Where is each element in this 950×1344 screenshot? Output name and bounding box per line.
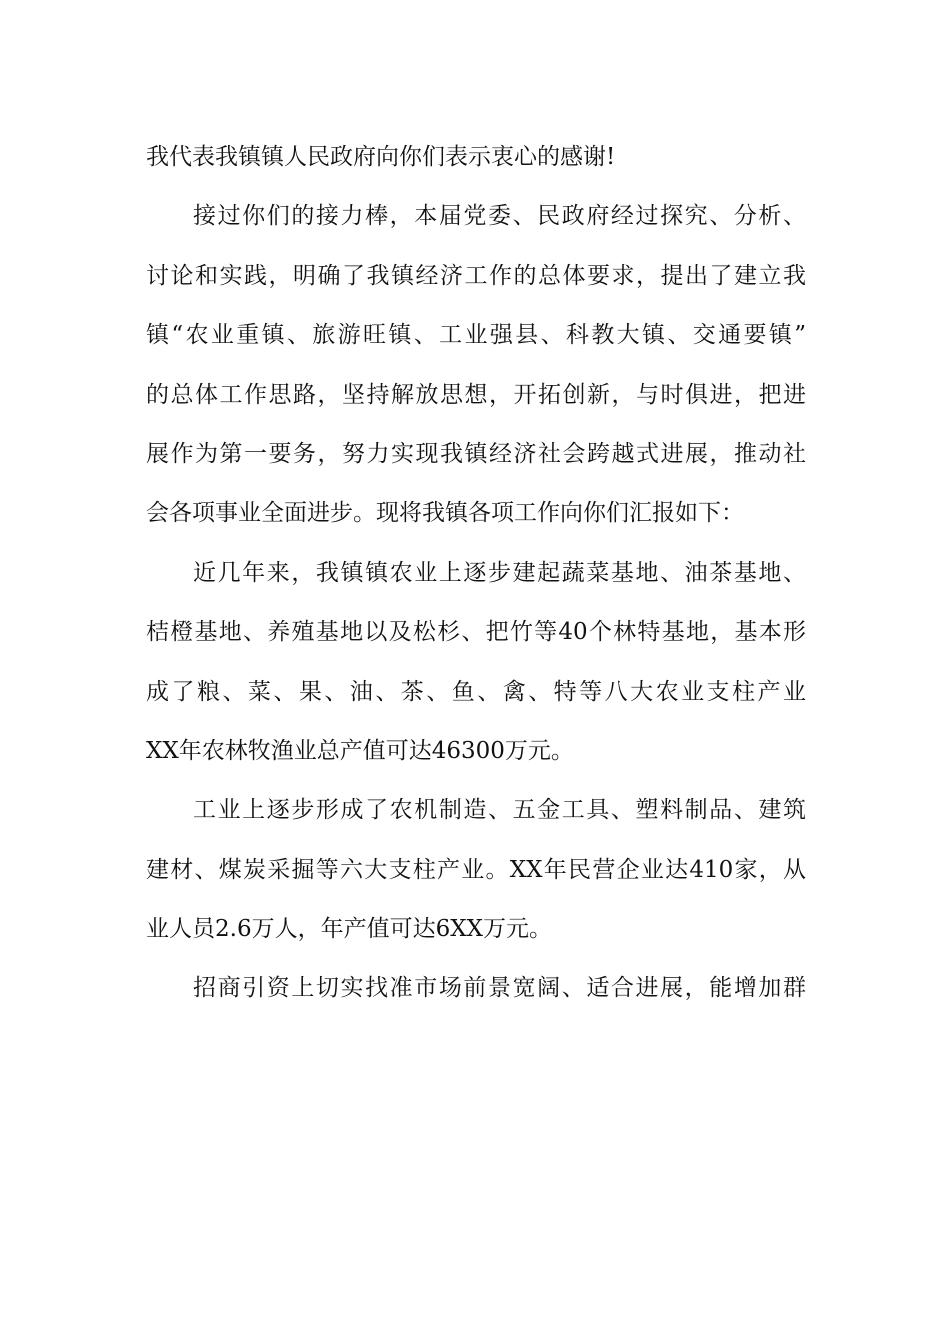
text-line: 桔橙基地、养殖基地以及松杉、把竹等40个林特基地，基本形	[146, 619, 806, 646]
text-line: 近几年来，我镇镇农业上逐步建起蔬菜基地、油茶基地、	[193, 559, 806, 586]
text-line: 讨论和实践，明确了我镇经济工作的总体要求，提出了建立我	[146, 262, 806, 289]
text-line: 的总体工作思路，坚持解放思想，开拓创新，与时俱进，把进	[146, 381, 806, 408]
document-body	[146, 128, 806, 1019]
text-line: 建材、煤炭采掘等六大支柱产业。XX年民营企业达410家，从	[146, 856, 806, 883]
text-line: 成了粮、菜、果、油、茶、鱼、禽、特等八大农业支柱产业	[146, 678, 806, 705]
text-line: 接过你们的接力棒，本届党委、民政府经过探究、分析、	[193, 203, 806, 230]
text-line: 招商引资上切实找准市场前景宽阔、适合进展，能增加群	[193, 975, 806, 1002]
text-line: 工业上逐步形成了农机制造、五金工具、塑料制品、建筑	[193, 797, 806, 824]
text-line: 会各项事业全面进步。现将我镇各项工作向你们汇报如下：	[146, 500, 744, 527]
text-line: 展作为第一要务，努力实现我镇经济社会跨越式进展，推动社	[146, 440, 806, 467]
text-line: 镇“农业重镇、旅游旺镇、工业强县、科教大镇、交通要镇”	[146, 322, 806, 349]
text-line: 业人员2.6万人，年产值可达6XX万元。	[146, 916, 552, 943]
text-line: 我代表我镇镇人民政府向你们表示衷心的感谢!	[146, 144, 616, 170]
text-line: XX年农林牧渔业总产值可达46300万元。	[146, 737, 574, 764]
